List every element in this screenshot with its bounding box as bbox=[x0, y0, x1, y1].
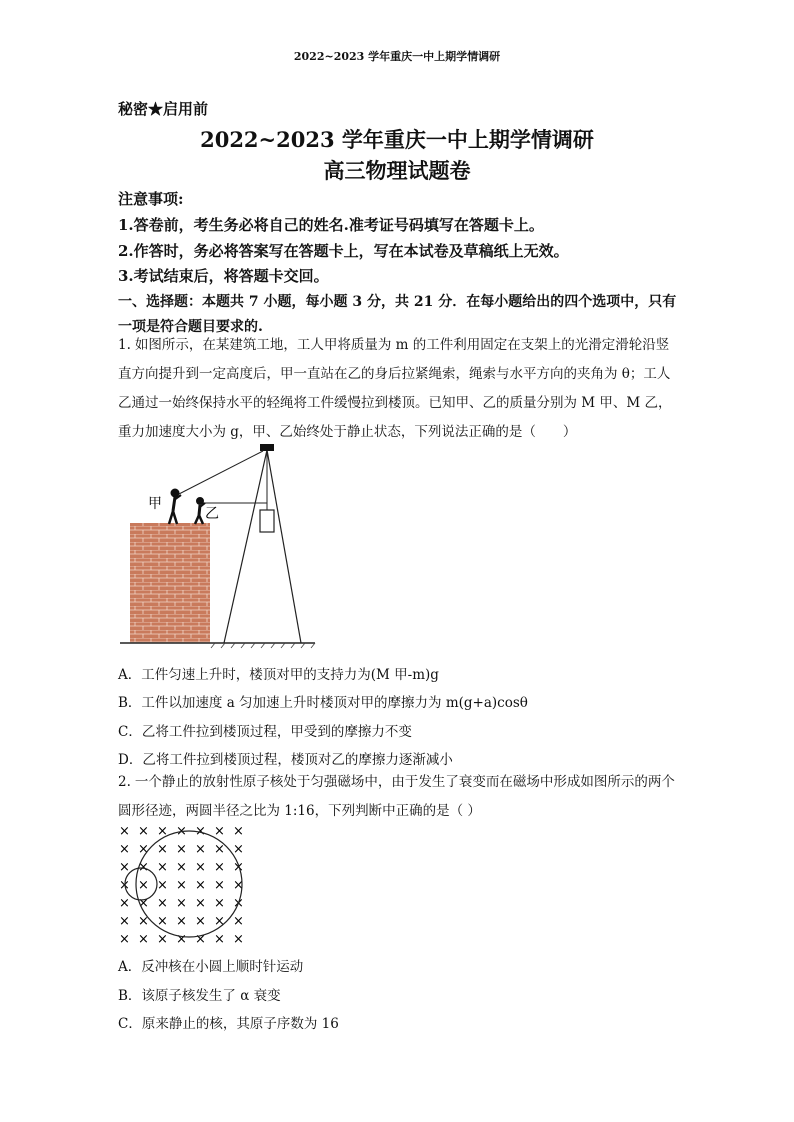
field-cross: × bbox=[176, 914, 187, 929]
q1-option-b: B．工件以加速度 a 匀加速上升时楼顶对甲的摩擦力为 m(g+a)cosθ bbox=[118, 695, 528, 711]
magnetic-field-grid bbox=[119, 824, 244, 947]
question-2-stem bbox=[118, 768, 678, 826]
field-cross: × bbox=[138, 824, 149, 839]
field-cross: × bbox=[119, 896, 130, 911]
field-cross: × bbox=[214, 932, 225, 947]
field-cross: × bbox=[195, 914, 206, 929]
field-cross: × bbox=[176, 860, 187, 875]
field-cross: × bbox=[195, 878, 206, 893]
field-cross: × bbox=[233, 860, 244, 875]
field-cross: × bbox=[157, 842, 168, 857]
field-cross: × bbox=[176, 824, 187, 839]
exam-subtitle: 高三物理试题卷 bbox=[323, 158, 471, 183]
field-cross: × bbox=[176, 932, 187, 947]
question-text: 一个静止的放射性原子核处于匀强磁场中，由于发生了衰变而在磁场中形成如图所示的两个圆形径迹，两圆半径之比为 1:16，下列判断中正确的是（ ） bbox=[118, 774, 675, 819]
field-cross: × bbox=[195, 860, 206, 875]
field-cross: × bbox=[195, 842, 206, 857]
field-cross: × bbox=[119, 860, 130, 875]
support-leg-right bbox=[267, 450, 301, 643]
field-cross: × bbox=[214, 914, 225, 929]
field-cross: × bbox=[195, 824, 206, 839]
field-cross: × bbox=[214, 824, 225, 839]
field-cross: × bbox=[119, 932, 130, 947]
note-item: 1.答卷前，考生务必将自己的姓名.准考证号码填写在答题卡上。 bbox=[118, 216, 544, 234]
question-number: 2. bbox=[118, 774, 131, 790]
note-item: 2.作答时，务必将答案写在答题卡上，写在本试卷及草稿纸上无效。 bbox=[118, 242, 569, 260]
field-cross: × bbox=[157, 860, 168, 875]
field-cross: × bbox=[233, 896, 244, 911]
question-1-stem bbox=[118, 331, 678, 447]
q1-option-c: C．乙将工件拉到楼顶过程，甲受到的摩擦力不变 bbox=[118, 724, 412, 740]
support-leg-left bbox=[224, 450, 267, 643]
field-cross: × bbox=[138, 896, 149, 911]
worker-yi bbox=[195, 498, 205, 525]
field-cross: × bbox=[195, 932, 206, 947]
field-cross: × bbox=[233, 878, 244, 893]
label-jia: 甲 bbox=[148, 496, 162, 512]
workpiece bbox=[260, 510, 274, 532]
field-cross: × bbox=[176, 896, 187, 911]
field-cross: × bbox=[157, 896, 168, 911]
field-cross: × bbox=[157, 932, 168, 947]
q2-figure bbox=[115, 820, 250, 950]
section-heading: 一、选择题：本题共 7 小题，每小题 3 分，共 21 分．在每小题给出的四个选项中，只有一项是符合题目要求的. bbox=[118, 294, 677, 335]
q1-figure bbox=[115, 438, 325, 653]
field-cross: × bbox=[195, 896, 206, 911]
q2-option-a: A．反冲核在小圆上顺时针运动 bbox=[118, 959, 304, 975]
field-cross: × bbox=[176, 878, 187, 893]
field-cross: × bbox=[138, 842, 149, 857]
q2-option-b: B．该原子核发生了 α 衰变 bbox=[118, 988, 281, 1004]
label-yi: 乙 bbox=[205, 506, 219, 522]
field-cross: × bbox=[138, 878, 149, 893]
question-text: 如图所示，在某建筑工地，工人甲将质量为 m 的工件利用固定在支架上的光滑定滑轮沿竖直方向提升到一定高度后，甲一直站在乙的身后拉紧绳索，绳索与水平方向的夹角为 θ；工人乙通过一始终保持水平的轻绳将工件缓慢拉到楼顶。已知甲、乙的质量分别为 M 甲、M 乙，重力加速度大小为 g，甲、乙始终处于静止状态，下列说法正确的是（ ） bbox=[118, 337, 672, 440]
field-cross: × bbox=[138, 932, 149, 947]
field-cross: × bbox=[119, 842, 130, 857]
field-cross: × bbox=[233, 932, 244, 947]
exam-title: 2022~2023 学年重庆一中上期学情调研 bbox=[200, 127, 594, 152]
q2-option-c: C．原来静止的核，其原子序数为 16 bbox=[118, 1016, 339, 1032]
secret-label: 秘密★启用前 bbox=[118, 100, 209, 118]
question-number: 1. bbox=[118, 337, 131, 353]
running-header: 2022~2023 学年重庆一中上期学情调研 bbox=[293, 50, 501, 63]
large-track-circle bbox=[136, 831, 242, 937]
notes-heading: 注意事项: bbox=[118, 190, 184, 208]
q1-option-a: A．工件匀速上升时，楼顶对甲的支持力为(M 甲-m)g bbox=[118, 667, 439, 683]
field-cross: × bbox=[138, 860, 149, 875]
field-cross: × bbox=[214, 878, 225, 893]
field-cross: × bbox=[233, 824, 244, 839]
field-cross: × bbox=[157, 878, 168, 893]
pulley bbox=[260, 444, 274, 451]
worker-jia bbox=[169, 489, 181, 524]
field-cross: × bbox=[119, 824, 130, 839]
field-cross: × bbox=[157, 824, 168, 839]
field-cross: × bbox=[138, 914, 149, 929]
q1-option-d: D．乙将工件拉到楼顶过程，楼顶对乙的摩擦力逐渐减小 bbox=[118, 752, 453, 768]
field-cross: × bbox=[157, 914, 168, 929]
field-cross: × bbox=[119, 914, 130, 929]
field-cross: × bbox=[214, 860, 225, 875]
field-cross: × bbox=[176, 842, 187, 857]
note-item: 3.考试结束后，将答题卡交回。 bbox=[118, 267, 329, 285]
jia-rope bbox=[179, 451, 263, 494]
brick-building bbox=[130, 523, 210, 643]
field-cross: × bbox=[233, 914, 244, 929]
field-cross: × bbox=[233, 842, 244, 857]
field-cross: × bbox=[214, 896, 225, 911]
field-cross: × bbox=[119, 878, 130, 893]
field-cross: × bbox=[214, 842, 225, 857]
